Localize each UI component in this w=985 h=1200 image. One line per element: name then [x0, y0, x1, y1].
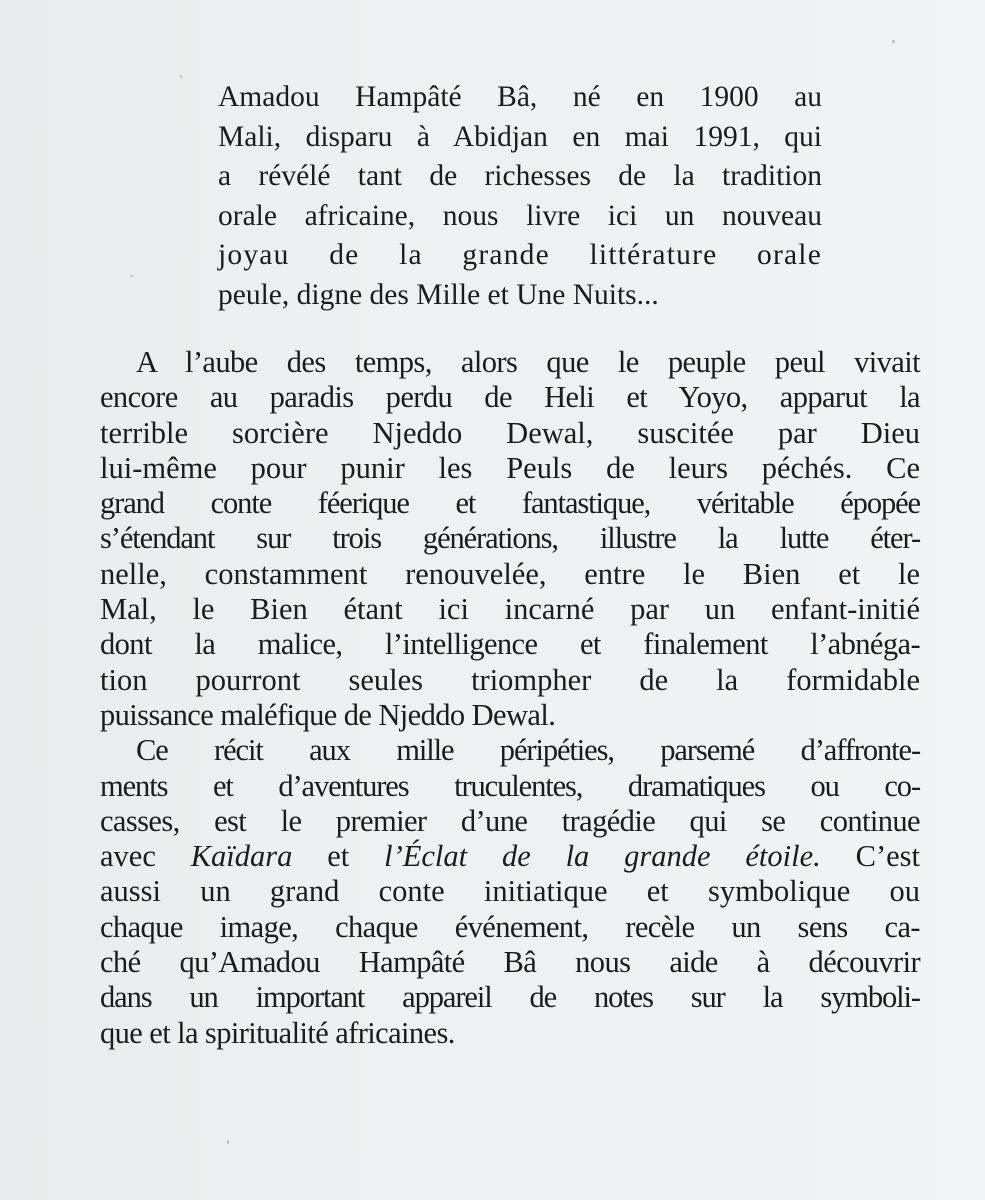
text-line: ché qu’Amadou Hampâté Bâ nous aide à découvrir — [100, 945, 920, 980]
intro-line: peule, digne des Mille et Une Nuits... — [218, 278, 659, 311]
text-line: tion pourront seules triompher de la formidable — [100, 662, 920, 697]
text-line: casses, est le premier d’une tragédie qui se continue — [100, 803, 920, 838]
description-text — [100, 345, 920, 1051]
book-title-eclat: l’Éclat de la grande étoile. — [384, 839, 821, 874]
intro-line: Amadou Hampâté Bâ, né en 1900 au — [218, 81, 822, 113]
text-line — [100, 839, 920, 874]
paper-speck — [892, 40, 895, 43]
text-fragment: avec — [100, 839, 191, 874]
paper-speck — [130, 275, 133, 277]
intro-line: orale africaine, nous livre ici un nouveau — [218, 199, 822, 232]
text-line: Mal, le Bien étant ici incarné par un enfant-initié — [100, 592, 920, 627]
intro-blurb — [218, 78, 822, 315]
text-line: dont la malice, l’intelligence et finalement l’abnéga- — [100, 627, 920, 662]
paper-speck — [227, 1140, 229, 1144]
text-line: A l’aube des temps, alors que le peuple peul vivait — [136, 345, 920, 379]
paragraph-1 — [100, 345, 920, 733]
paper-speck — [180, 75, 182, 78]
text-line: terrible sorcière Njeddo Dewal, suscitée par Dieu — [100, 415, 920, 450]
text-line: encore au paradis perdu de Heli et Yoyo, apparut la — [100, 380, 920, 415]
text-line: chaque image, chaque événement, recèle un sens ca- — [100, 909, 920, 944]
text-line: puissance maléfique de Njeddo Dewal. — [100, 697, 556, 732]
text-line: aussi un grand conte initiatique et symbolique ou — [100, 874, 920, 909]
paragraph-2 — [100, 733, 920, 1051]
text-line: lui-même pour punir les Peuls de leurs péchés. Ce — [100, 450, 920, 485]
text-line: ments et d’aventures truculentes, dramatiques ou co- — [100, 768, 920, 803]
book-title-kaidara: Kaïdara — [190, 839, 293, 874]
text-fragment: C’est — [820, 839, 920, 874]
intro-line: a révélé tant de richesses de la tradition — [218, 160, 822, 192]
intro-line: joyau de la grande littérature orale — [218, 239, 822, 271]
text-line: dans un important appareil de notes sur la symboli- — [100, 980, 920, 1015]
text-line: que et la spiritualité africaines. — [100, 1015, 455, 1050]
text-line: grand conte féerique et fantastique, véritable épopée — [100, 486, 920, 521]
intro-line: Mali, disparu à Abidjan en mai 1991, qui — [218, 120, 822, 153]
text-line: s’étendant sur trois générations, illustre la lutte éter- — [100, 521, 920, 556]
text-fragment: et — [292, 839, 385, 874]
text-line: nelle, constamment renouvelée, entre le Bien et le — [100, 556, 920, 591]
text-line: Ce récit aux mille péripéties, parsemé d’affronte- — [136, 733, 920, 768]
